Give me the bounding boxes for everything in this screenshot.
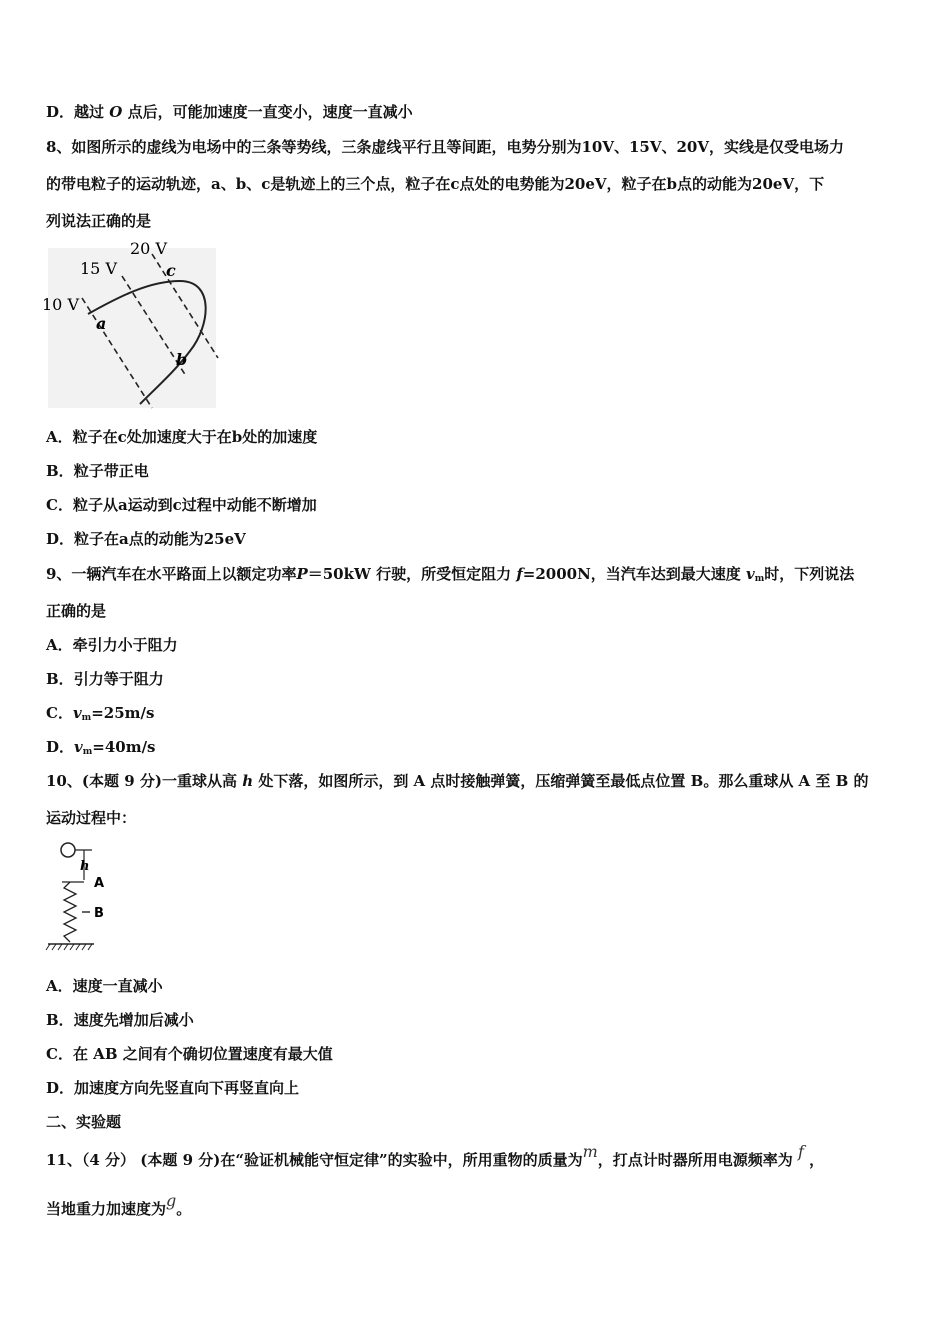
stem-text: 时，下列说法 [764, 565, 855, 583]
q9-option-b [46, 669, 164, 689]
q9-option-d [46, 737, 156, 762]
symbol-v: v [74, 738, 83, 756]
option-text: 速度一直减小 [72, 977, 163, 995]
option-text: 在 AB 之间有个确切位置速度有最大值 [72, 1045, 333, 1063]
symbol-g: g [166, 1191, 177, 1210]
option-text: 粒子在a点的动能为25eV [74, 530, 246, 548]
point-a: a [96, 314, 107, 333]
option-text: 越过 [74, 103, 105, 121]
stem-text: ＝50kW 行驶，所受恒定阻力 [307, 565, 512, 583]
q9-option-a [46, 635, 178, 655]
q8-stem-line1: 8、如图所示的虚线为电场中的三条等势线，三条虚线平行且等间距，电势分别为10V、15V、20V，实线是仅受电场力 [46, 138, 844, 156]
subscript-m: m [82, 747, 93, 757]
option-label: C． [46, 496, 73, 514]
q9-stem-line2: 正确的是 [46, 602, 107, 620]
section-title: 二、实验题 [46, 1113, 122, 1131]
q10-option-b [46, 1010, 194, 1030]
figure-background [48, 248, 216, 408]
option-text: 点后，可能加速度一直变小，速度一直减小 [127, 103, 413, 121]
option-text: 粒子带正电 [73, 462, 149, 480]
q10-option-c [46, 1044, 333, 1064]
q8-option-a [46, 427, 317, 447]
stem-text: =2000N，当汽车达到最大速度 [522, 565, 741, 583]
option-label: C． [46, 704, 73, 722]
q10-option-d [46, 1078, 299, 1098]
symbol-h: h [242, 772, 254, 790]
stem-text: 9、一辆汽车在水平路面上以额定功率 [46, 565, 297, 583]
option-text: 引力等于阻力 [73, 670, 164, 688]
q8-figure-equipotential [40, 236, 220, 412]
label-20v: 20 V [130, 239, 167, 258]
q11-stem-line1 [46, 1142, 825, 1170]
q10-stem-line2: 运动过程中： [46, 809, 137, 827]
ball [61, 843, 75, 857]
spring-coil [64, 882, 76, 942]
q9-option-c [46, 703, 154, 728]
label-h: h [80, 859, 90, 874]
q10-option-a [46, 976, 163, 996]
label-b: B [94, 906, 104, 921]
q8-stem-line2: 的带电粒子的运动轨迹，a、b、c是轨迹上的三个点，粒子在c点处的电势能为20eV，粒子在b点的动能为20eV，下 [46, 175, 825, 193]
stem-text: ，打点计时器所用电源频率为 [597, 1151, 793, 1169]
symbol-v: v [72, 704, 82, 722]
q7-option-d [46, 102, 413, 122]
label-10v: 10 V [42, 295, 79, 314]
option-label: D． [46, 1079, 75, 1097]
symbol-p: P [296, 565, 308, 583]
option-label: D． [46, 738, 75, 756]
q11-stem-line2 [46, 1191, 192, 1219]
option-label: D． [46, 103, 75, 121]
subscript-m: m [81, 713, 92, 723]
symbol-v: v [746, 565, 755, 583]
symbol-m: m [582, 1142, 598, 1161]
option-label: B． [46, 670, 74, 688]
q8-option-d [46, 529, 246, 549]
q8-option-b [46, 461, 149, 481]
option-text: 牵引力小于阻力 [72, 636, 178, 654]
label-15v: 15 V [80, 259, 117, 278]
option-text: 粒子在c处加速度大于在b处的加速度 [72, 428, 318, 446]
stem-text: 。 [176, 1200, 192, 1218]
label-a: A [94, 876, 105, 891]
option-label: A． [46, 977, 73, 995]
q10-figure-spring [44, 838, 124, 958]
option-label: B． [46, 462, 74, 480]
q8-option-c [46, 495, 317, 515]
point-c: c [166, 261, 176, 280]
subscript-m: m [754, 574, 765, 584]
option-label: A． [46, 636, 73, 654]
point-b: b [176, 350, 188, 369]
stem-text: 处下落，如图所示，到 A 点时接触弹簧，压缩弹簧至最低点位置 B。那么重球从 A 至 B 的 [258, 772, 869, 790]
stem-text: 当地重力加速度为 [46, 1200, 167, 1218]
option-text: =25m/s [91, 704, 155, 722]
option-label: D． [46, 530, 75, 548]
option-text: 粒子从a运动到c过程中动能不断增加 [72, 496, 317, 514]
point-o: O [109, 103, 123, 121]
stem-text: 10、(本题 9 分)一重球从高 [46, 772, 237, 790]
q9-stem-line1 [46, 564, 854, 589]
q10-stem-line1 [46, 771, 869, 791]
q8-stem-line3: 列说法正确的是 [46, 212, 152, 230]
option-label: A． [46, 428, 73, 446]
stem-text: 11、（4 分） (本题 9 分)在“验证机械能守恒定律”的实验中，所用重物的质量为 [46, 1151, 583, 1169]
symbol-f: f [516, 565, 523, 583]
symbol-f: f [798, 1142, 804, 1161]
stem-text: ， [809, 1151, 825, 1169]
ground-hatch [46, 944, 92, 950]
option-label: C． [46, 1045, 73, 1063]
option-text: 加速度方向先竖直向下再竖直向上 [74, 1079, 300, 1097]
option-text: 速度先增加后减小 [73, 1011, 194, 1029]
option-label: B． [46, 1011, 74, 1029]
option-text: =40m/s [92, 738, 156, 756]
